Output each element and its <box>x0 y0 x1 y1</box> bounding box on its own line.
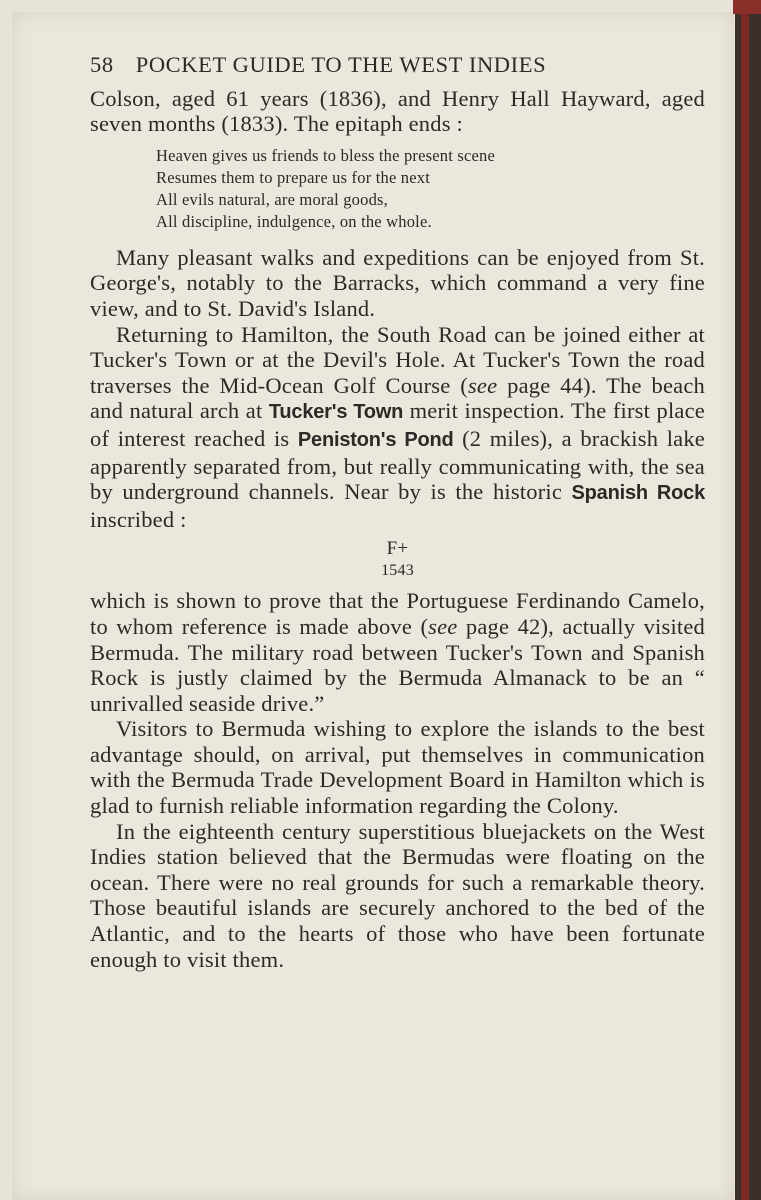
italic-see: see <box>428 613 458 639</box>
page-number: 58 <box>90 52 114 77</box>
book-spine-cloth <box>741 14 749 1200</box>
verse-line: Resumes them to prepare us for the next <box>156 167 431 187</box>
paragraph-colson: Colson, aged 61 years (1836), and Henry Hall Hayward, aged seven months (1833). The epitaph ends : <box>90 85 705 137</box>
text-run: Returning to Hamilton, the South Road can be joined either at Tucker's Town or at the Devil's Hole. At Tucker's Town the road traverses the Mid-Ocean Golf Course ( <box>90 321 705 398</box>
rock-inscription <box>90 538 705 582</box>
paragraph-visitors: Visitors to Bermuda wishing to explore the islands to the best advantage should, on arrival, put themselves in communication with the Bermuda Trade Development Board in Hamilton which is glad to furnish reliable information regarding the Colony. <box>90 716 705 819</box>
paragraph-eighteenth-century: In the eighteenth century superstitious bluejackets on the West Indies station believed that the Bermudas were floating on the ocean. There were no real grounds for such a remarkable theory. Those beautiful islands are securely anchored to the bed of the Atlantic, and to the hearts of those who have been fortunate enough to visit them. <box>90 818 705 972</box>
running-header <box>90 52 705 78</box>
page-text <box>90 52 705 972</box>
text-run: (2 miles), a brackish lake apparently separated from, but really communicating with, the sea by underground channels. Near by is the historic <box>90 425 705 505</box>
verse-line: Heaven gives us friends to bless the present scene <box>156 145 495 165</box>
bold-place-name: Peniston's Pond <box>297 428 454 451</box>
paragraph-portuguese <box>90 588 705 716</box>
italic-see: see <box>467 372 498 398</box>
text-run: page 44). The beach and natural arch at <box>90 372 705 424</box>
text-run: merit inspection. The first place of interest reached is <box>90 398 705 451</box>
verse-line: All discipline, indulgence, on the whole. <box>156 211 432 231</box>
inscription-cross: F+ <box>386 538 409 560</box>
bold-place-name: Spanish Rock <box>571 482 706 505</box>
paragraph-returning <box>90 322 705 533</box>
paragraph-walks: Many pleasant walks and expeditions can be enjoyed from St. George's, notably to the Barracks, which command a very fine view, and to St. David's Island. <box>90 244 705 321</box>
text-run: page 42), actually visited Bermuda. The military road between Tucker's Town and Spanish Rock is justly claimed by the Bermuda Almanack to be an “ unrivalled seaside drive.” <box>90 613 705 716</box>
running-title: POCKET GUIDE TO THE WEST INDIES <box>135 52 547 77</box>
text-run: inscribed : <box>90 506 187 532</box>
epitaph-verse <box>156 145 705 233</box>
verse-line: All evils natural, are moral goods, <box>156 189 388 209</box>
bold-place-name: Tucker's Town <box>268 401 404 424</box>
text-run: which is shown to prove that the Portuguese Ferdinando Camelo, to whom reference is made above ( <box>90 588 705 639</box>
inscription-year: 1543 <box>381 562 414 580</box>
book-spine-top <box>733 0 761 14</box>
